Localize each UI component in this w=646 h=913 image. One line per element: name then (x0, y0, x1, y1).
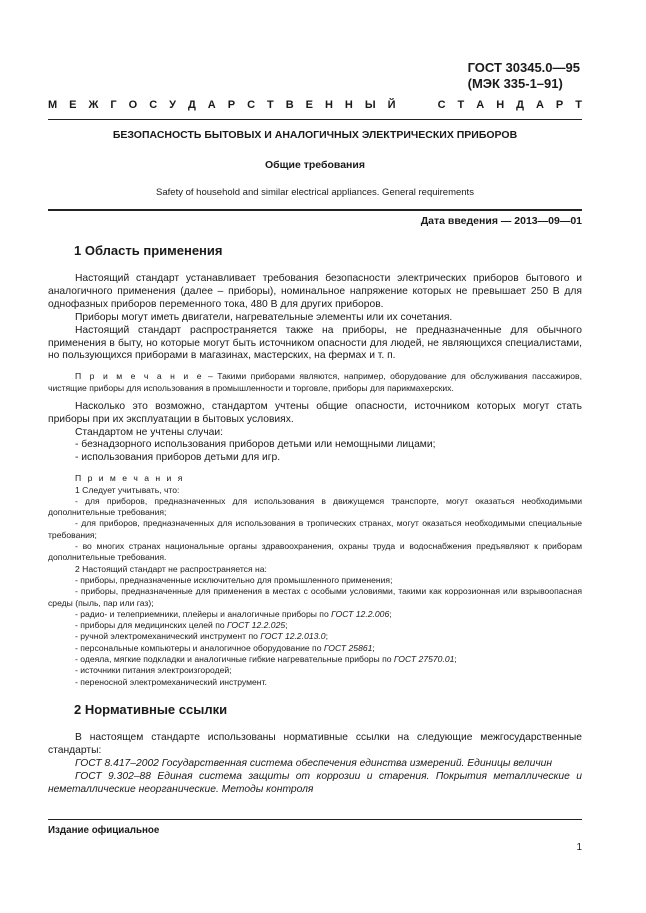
paragraph: Насколько это возможно, стандартом учтены общие опасности, источником которых могут стать приборы при их эксплуатации в бытовых условиях. (48, 400, 582, 425)
standard-reference: ГОСТ 27570.01 (393, 654, 455, 665)
heading-letter: С (247, 99, 256, 111)
heading-letter: Д (187, 99, 196, 111)
heading-letter: Г (110, 99, 117, 111)
heading-letter: Е (305, 99, 313, 111)
page-number: 1 (576, 842, 582, 853)
note-item: - для приборов, предназначенных для использования в движущемся транспорте, могут оказаться необходимыми дополнительные требования; (48, 495, 582, 518)
list-item: - безнадзорного использования приборов детьми или немощными лицами; (75, 439, 436, 451)
heading-letter: Д (516, 99, 524, 111)
heading-letter: Т (457, 99, 465, 111)
title-rule (48, 209, 582, 211)
note-item: - персональные компьютеры и аналогичное оборудование по ГОСТ 25861; (75, 642, 375, 653)
heading-letter: С (437, 99, 446, 111)
standard-number-line1: ГОСТ 30345.0—95 (467, 60, 580, 75)
heading-letter: В (285, 99, 294, 111)
heading-letter: М (48, 99, 58, 111)
header-rule (48, 119, 582, 120)
paragraph: Стандартом не учтены случаи: (75, 426, 224, 438)
footer-rule (48, 819, 582, 820)
document-subtitle: Общие требования (265, 159, 365, 171)
paragraph: В настоящем стандарте использованы нормативные ссылки на следующие межгосударственные стандарты: (48, 731, 582, 756)
heading-letter: Р (555, 99, 564, 111)
heading-letter: А (207, 99, 216, 111)
heading-letter: Р (227, 99, 236, 111)
section-1-heading: 1 Область применения (74, 243, 223, 258)
heading-letter: Ж (88, 99, 99, 111)
heading-letter: Т (267, 99, 274, 111)
heading-letter (408, 99, 411, 111)
note-item-text: - персональные компьютеры и аналогичное оборудование по (75, 642, 324, 653)
document-title: БЕЗОПАСНОСТЬ БЫТОВЫХ И АНАЛОГИЧНЫХ ЭЛЕКТРИЧЕСКИХ ПРИБОРОВ (112, 129, 518, 141)
notes-label: П р и м е ч а н и я (75, 473, 185, 484)
note-item-text: - одеяла, мягкие подкладки и аналогичные гибкие нагревательные приборы по (75, 654, 394, 665)
note-item: - приборы для медицинских целей по ГОСТ 12.2.025; (75, 620, 288, 631)
note-item: 1 Следует учитывать, что: (75, 484, 180, 495)
note-item: - во многих странах национальные органы здравоохранения, охраны труда и водоснабжения предъявляют к приборам дополнительные требования. (48, 541, 582, 563)
heading-letter (423, 99, 426, 111)
standard-reference: ГОСТ 12.2.006 (331, 608, 390, 619)
reference-item: ГОСТ 8.417–2002 Государственная система обеспечения единства измерений. Единицы величин (75, 757, 553, 769)
note-item-text: - радио- и телеприемники, плейеры и аналогичные приборы по (75, 608, 332, 619)
section-2-heading: 2 Нормативные ссылки (74, 701, 228, 717)
heading-letter: А (476, 99, 485, 111)
heading-letter: Н (496, 99, 505, 111)
paragraph: Настоящий стандарт распространяется также на приборы, не предназначенные для обычного применения в быту, но которые могут быть источником опасности для людей, не являющихся специалистами, но пользующихся приборами в магазинах, мастерских, на фермах и т. п. (48, 324, 582, 362)
english-title: Safety of household and similar electrical appliances. General requirements (156, 187, 474, 198)
official-edition-label: Издание официальное (48, 825, 160, 836)
note-item: - для приборов, предназначенных для использования в тропических странах, могут оказаться необходимыми специальные требования; (48, 518, 582, 540)
heading-letter: С (149, 99, 158, 111)
standard-number (468, 60, 580, 92)
note (48, 371, 582, 393)
paragraph: Приборы могут иметь двигатели, нагревательные элементы или их сочетания. (75, 311, 453, 323)
heading-letter: А (535, 99, 544, 111)
note-item: - источники питания электроизгородей; (75, 665, 232, 676)
standard-reference: ГОСТ 12.2.025 (227, 620, 286, 631)
note-item: 2 Настоящий стандарт не распространяется на: (75, 563, 267, 574)
note-item: - одеяла, мягкие подкладки и аналогичные гибкие нагревательные приборы по ГОСТ 27570.01; (75, 654, 457, 665)
note-item: - радио- и телеприемники, плейеры и аналогичные приборы по ГОСТ 12.2.006; (75, 608, 392, 619)
note-label: П р и м е ч а н и е (75, 371, 204, 382)
document-body (48, 243, 582, 796)
note-item: - приборы, предназначенные исключительно для промышленного применения; (75, 574, 393, 585)
note-text: – Такими приборами являются, например, оборудование для обслуживания пассажиров, чистящие приборы для использования в промышленности и торговле, приборы для парикмахерских. (48, 371, 582, 393)
heading-letter: Ы (364, 99, 376, 111)
heading-letter: Н (344, 99, 353, 111)
heading-letter: Е (69, 99, 77, 111)
note-item: - переносной электромеханический инструмент. (75, 676, 267, 687)
note-item-text: - приборы для медицинских целей по (75, 620, 228, 631)
standard-reference: ГОСТ 12.2.013.0 (260, 631, 326, 642)
heading-letter: Н (324, 99, 333, 111)
notes-block (48, 473, 582, 688)
standard-number-line2: (МЭК 335-1–91) (467, 76, 563, 91)
interstate-standard-heading (48, 99, 582, 111)
heading-letter: Т (575, 99, 582, 111)
heading-letter: О (128, 99, 138, 111)
standard-reference: ГОСТ 25861 (323, 642, 373, 653)
reference-item: ГОСТ 9.302–88 Единая система защиты от коррозии и старения. Покрытия металлические и неметаллические неорганические. Методы контроля (48, 770, 582, 795)
heading-letter: Й (387, 99, 396, 111)
heading-letter: У (169, 99, 176, 111)
note-item: - приборы, предназначенные для применения в местах с особыми условиями, такими как коррозионная или взрывоопасная среды (пыль, пар или газ); (48, 586, 582, 608)
introduction-date: Дата введения — 2013—09—01 (420, 215, 582, 227)
paragraph: Настоящий стандарт устанавливает требования безопасности электрических приборов бытового и аналогичного применения (далее – приборы), номинальное напряжение которых не превышает 250 В для однофазных приборов переменного тока, 480 В для других приборов. (48, 273, 582, 310)
note-item-text: - ручной электромеханический инструмент по (75, 631, 261, 642)
list-item: - использования приборов детьми для игр. (75, 452, 281, 464)
note-item: - ручной электромеханический инструмент по ГОСТ 12.2.013.0; (75, 631, 328, 642)
